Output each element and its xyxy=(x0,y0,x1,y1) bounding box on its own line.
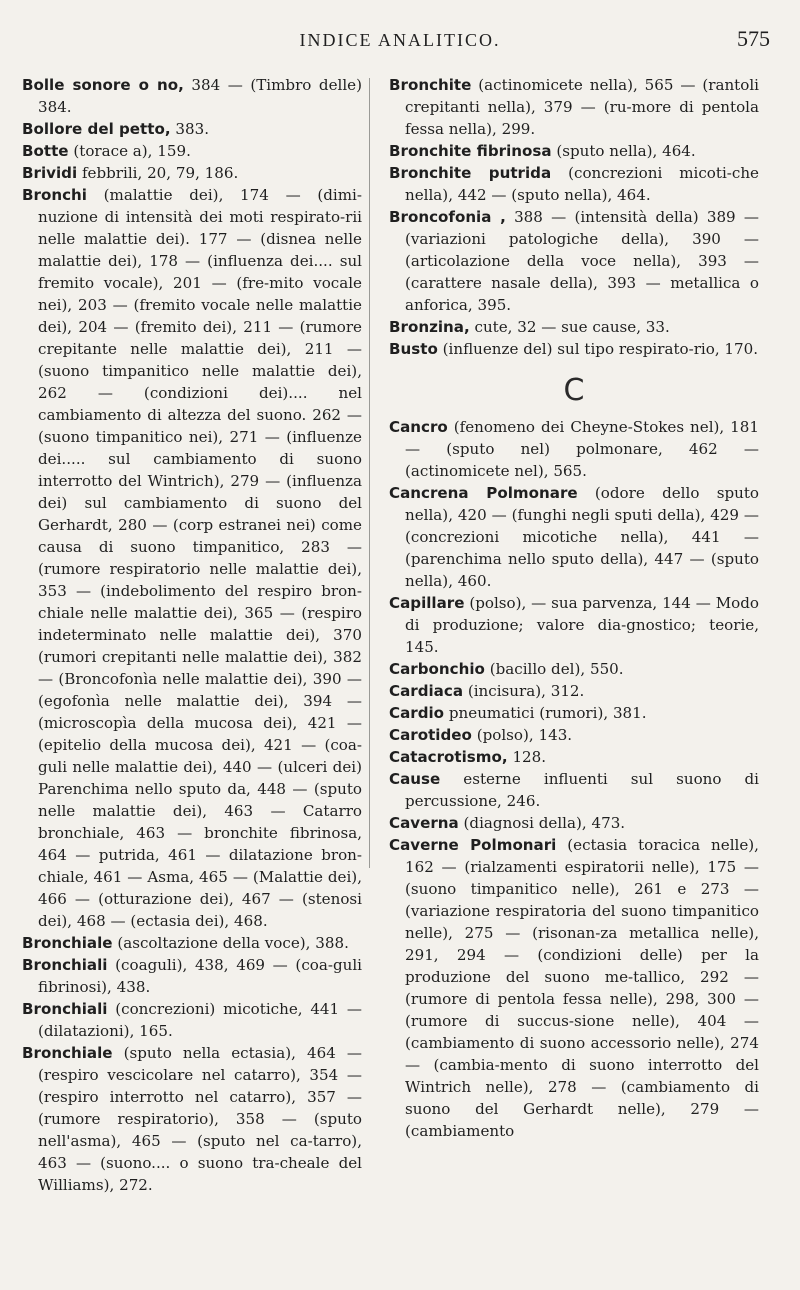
entry-headword: Catacrotismo, xyxy=(389,748,508,766)
entry-headword: Bronchite xyxy=(389,76,472,94)
entry-text: esterne influenti sul suono di percussione, 246. xyxy=(405,770,759,810)
entry-text: 384 — (Timbro delle) 384. xyxy=(38,76,362,116)
index-entry xyxy=(389,702,759,724)
index-entry xyxy=(389,834,759,1142)
index-entry xyxy=(22,162,362,184)
index-entry xyxy=(22,118,362,140)
index-entry xyxy=(22,932,362,954)
entry-headword: Cardio xyxy=(389,704,445,722)
entry-text: febbrili, 20, 79, 186. xyxy=(81,164,239,182)
entry-text: (incisura), 312. xyxy=(467,682,585,700)
entry-text: (sputo nella), 464. xyxy=(556,142,696,160)
entry-headword: Bronchiale xyxy=(22,1044,113,1062)
column-divider xyxy=(369,78,370,868)
entry-headword: Bronchi xyxy=(22,186,87,204)
index-entry xyxy=(22,74,362,118)
entry-text: (bacillo del), 550. xyxy=(489,660,624,678)
section-letter: C xyxy=(563,373,585,408)
index-entry xyxy=(389,206,759,316)
index-entry xyxy=(22,998,362,1042)
entry-headword: Bronzina, xyxy=(389,318,470,336)
entry-text: (torace a), 159. xyxy=(73,142,191,160)
entry-text: (malattie dei), 174 — (dimi-nuzione di intensità dei moti respirato-rii nelle malattie dei). 177 — (disnea nelle malattie dei), 178 — (influenza dei.... sul fremito vocale), 201 — (fre-mito vocale nei), 203 — (fremito vocale nelle malattie dei), 204 — (fremito dei), 211 — (rumore crepitante nelle malattie dei), 211 — (suono timpanitico nelle malattie dei), 262 — (condizioni dei).... nel cambiamento di altezza del suono. 262 — (suono timpanitico nei), 271 — (influenze dei..... sul cambiamento di suono interrotto del Wintrich), 279 — (influenza dei) sul cambiamento di suono del Gerhardt, 280 — (corp estranei nei) come causa di suono timpanitico, 283 — (rumore respiratorio nelle malattie dei), 353 — (indebolimento del respiro bron-chiale nelle malattie dei), 365 — (respiro indeterminato nelle malattie dei), 370 (rumori crepitanti nelle malattie dei), 382 — (Broncofonìa nelle malattie dei), 390 — (egofonìa nelle malattie dei), 394 — (microscopìa della mucosa dei), 421 — (epitelio della mucosa dei), 421 — (coa-guli nelle malattie dei), 440 — (ulceri dei) Parenchima nello sputo da, 448 — (sputo nelle malattie dei), 463 — Catarro bronchiale, 463 — bronchite fibrinosa, 464 — putrida, 461 — dilatazione bron-chiale, 461 — Asma, 465 — (Malattie dei), 466 — (otturazione dei), 467 — (stenosi dei), 468 — (ectasia dei), 468. xyxy=(38,186,362,930)
index-entry xyxy=(389,724,759,746)
entry-headword: Caverne Polmonari xyxy=(389,836,557,854)
entry-headword: Bollore del petto, xyxy=(22,120,171,138)
entry-headword: Bronchiali xyxy=(22,956,108,974)
entry-headword: Cancrena Polmonare xyxy=(389,484,578,502)
index-entry xyxy=(389,140,759,162)
index-entry xyxy=(389,316,759,338)
entry-text: (ectasia toracica nelle), 162 — (rialzamenti espiratorii nelle), 175 — (suono timpanitico nelle), 261 e 273 — (variazione respiratoria del suono timpanitico nelle), 275 — (risonan-za metallica nelle), 291, 294 — (condizioni delle) per la produzione del suono me-tallico, 292 — (rumore di pentola fessa nelle), 298, 300 — (rumore di succus-sione nelle), 404 — (cambiamento di suono accessorio nelle), 274 — (cambia-mento di suono interrotto del Wintrich nelle), 278 — (cambiamento di suono del Gerhardt nelle), 279 — (cambiamento xyxy=(405,836,759,1140)
entry-headword: Brividi xyxy=(22,164,78,182)
index-entry xyxy=(389,74,759,140)
entry-headword: Cancro xyxy=(389,418,448,436)
entry-text: (influenze del) sul tipo respirato-rio, 170. xyxy=(442,340,759,358)
entry-headword: Bronchiale xyxy=(22,934,113,952)
entry-text: (polso), — sua parvenza, 144 — Modo di produzione; valore dia-gnostico; teorie, 145. xyxy=(405,594,759,656)
index-entry xyxy=(389,482,759,592)
left-column xyxy=(22,74,362,1196)
page-header xyxy=(0,26,800,54)
entry-text: (actinomicete nella), 565 — (rantoli crepitanti nella), 379 — (ru-more di pentola fessa nella), 299. xyxy=(405,76,759,138)
entry-text: (concrezioni) micotiche, 441 — (dilatazioni), 165. xyxy=(38,1000,362,1040)
entry-text: (odore dello sputo nella), 420 — (funghi negli sputi della), 429 — (concrezioni micotiche nella), 441 — (parenchima nello sputo della), 447 — (sputo nella), 460. xyxy=(405,484,759,590)
entry-headword: Carbonchio xyxy=(389,660,485,678)
entry-text: cute, 32 — sue cause, 33. xyxy=(474,318,670,336)
index-entry xyxy=(389,812,759,834)
index-entry xyxy=(389,658,759,680)
running-title: INDICE ANALITICO. xyxy=(299,30,501,50)
index-entry xyxy=(389,338,759,360)
index-entry xyxy=(389,592,759,658)
index-entry xyxy=(389,746,759,768)
entry-text: 383. xyxy=(175,120,209,138)
entry-headword: Busto xyxy=(389,340,438,358)
entry-text: (diagnosi della), 473. xyxy=(463,814,626,832)
entry-headword: Bronchite putrida xyxy=(389,164,552,182)
entry-text: (polso), 143. xyxy=(476,726,573,744)
entry-headword: Broncofonia , xyxy=(389,208,506,226)
right-column xyxy=(389,74,759,1142)
entry-headword: Capillare xyxy=(389,594,465,612)
entry-text: 128. xyxy=(512,748,547,766)
index-entry xyxy=(22,140,362,162)
entry-text: pneumatici (rumori), 381. xyxy=(448,704,647,722)
entry-text: 388 — (intensità della) 389 — (variazioni patologiche della), 390 — (articolazione della voce nella), 393 — (carattere nasale della), 393 — metallica o anforica, 395. xyxy=(405,208,759,314)
entry-headword: Bolle sonore o no, xyxy=(22,76,184,94)
entry-text: (coaguli), 438, 469 — (coa-guli fibrinosi), 438. xyxy=(38,956,362,996)
entry-headword: Caverna xyxy=(389,814,459,832)
entry-headword: Bronchiali xyxy=(22,1000,108,1018)
page-number: 575 xyxy=(737,26,770,51)
entry-text: (ascoltazione della voce), 388. xyxy=(117,934,349,952)
index-entry xyxy=(22,184,362,932)
entry-headword: Bronchite fibrinosa xyxy=(389,142,552,160)
index-entry xyxy=(389,162,759,206)
index-entry xyxy=(389,768,759,812)
index-entry xyxy=(22,954,362,998)
entry-headword: Carotideo xyxy=(389,726,472,744)
entry-headword: Cardiaca xyxy=(389,682,464,700)
index-entry xyxy=(389,680,759,702)
entry-text: (concrezioni micoti-che nella), 442 — (sputo nella), 464. xyxy=(405,164,759,204)
index-entry xyxy=(389,416,759,482)
entry-text: (fenomeno dei Cheyne-Stokes nel), 181 — (sputo nel) polmonare, 462 — (actinomicete nel), 565. xyxy=(405,418,759,480)
entry-headword: Cause xyxy=(389,770,441,788)
entry-text: (sputo nella ectasia), 464 — (respiro vescicolare nel catarro), 354 — (respiro interrotto nel catarro), 357 — (rumore respiratorio), 358 — (sputo nell'asma), 465 — (sputo nel ca-tarro), 463 — (suono.... o suono tra-cheale del Williams), 272. xyxy=(38,1044,362,1194)
index-entry xyxy=(22,1042,362,1196)
entry-headword: Botte xyxy=(22,142,69,160)
